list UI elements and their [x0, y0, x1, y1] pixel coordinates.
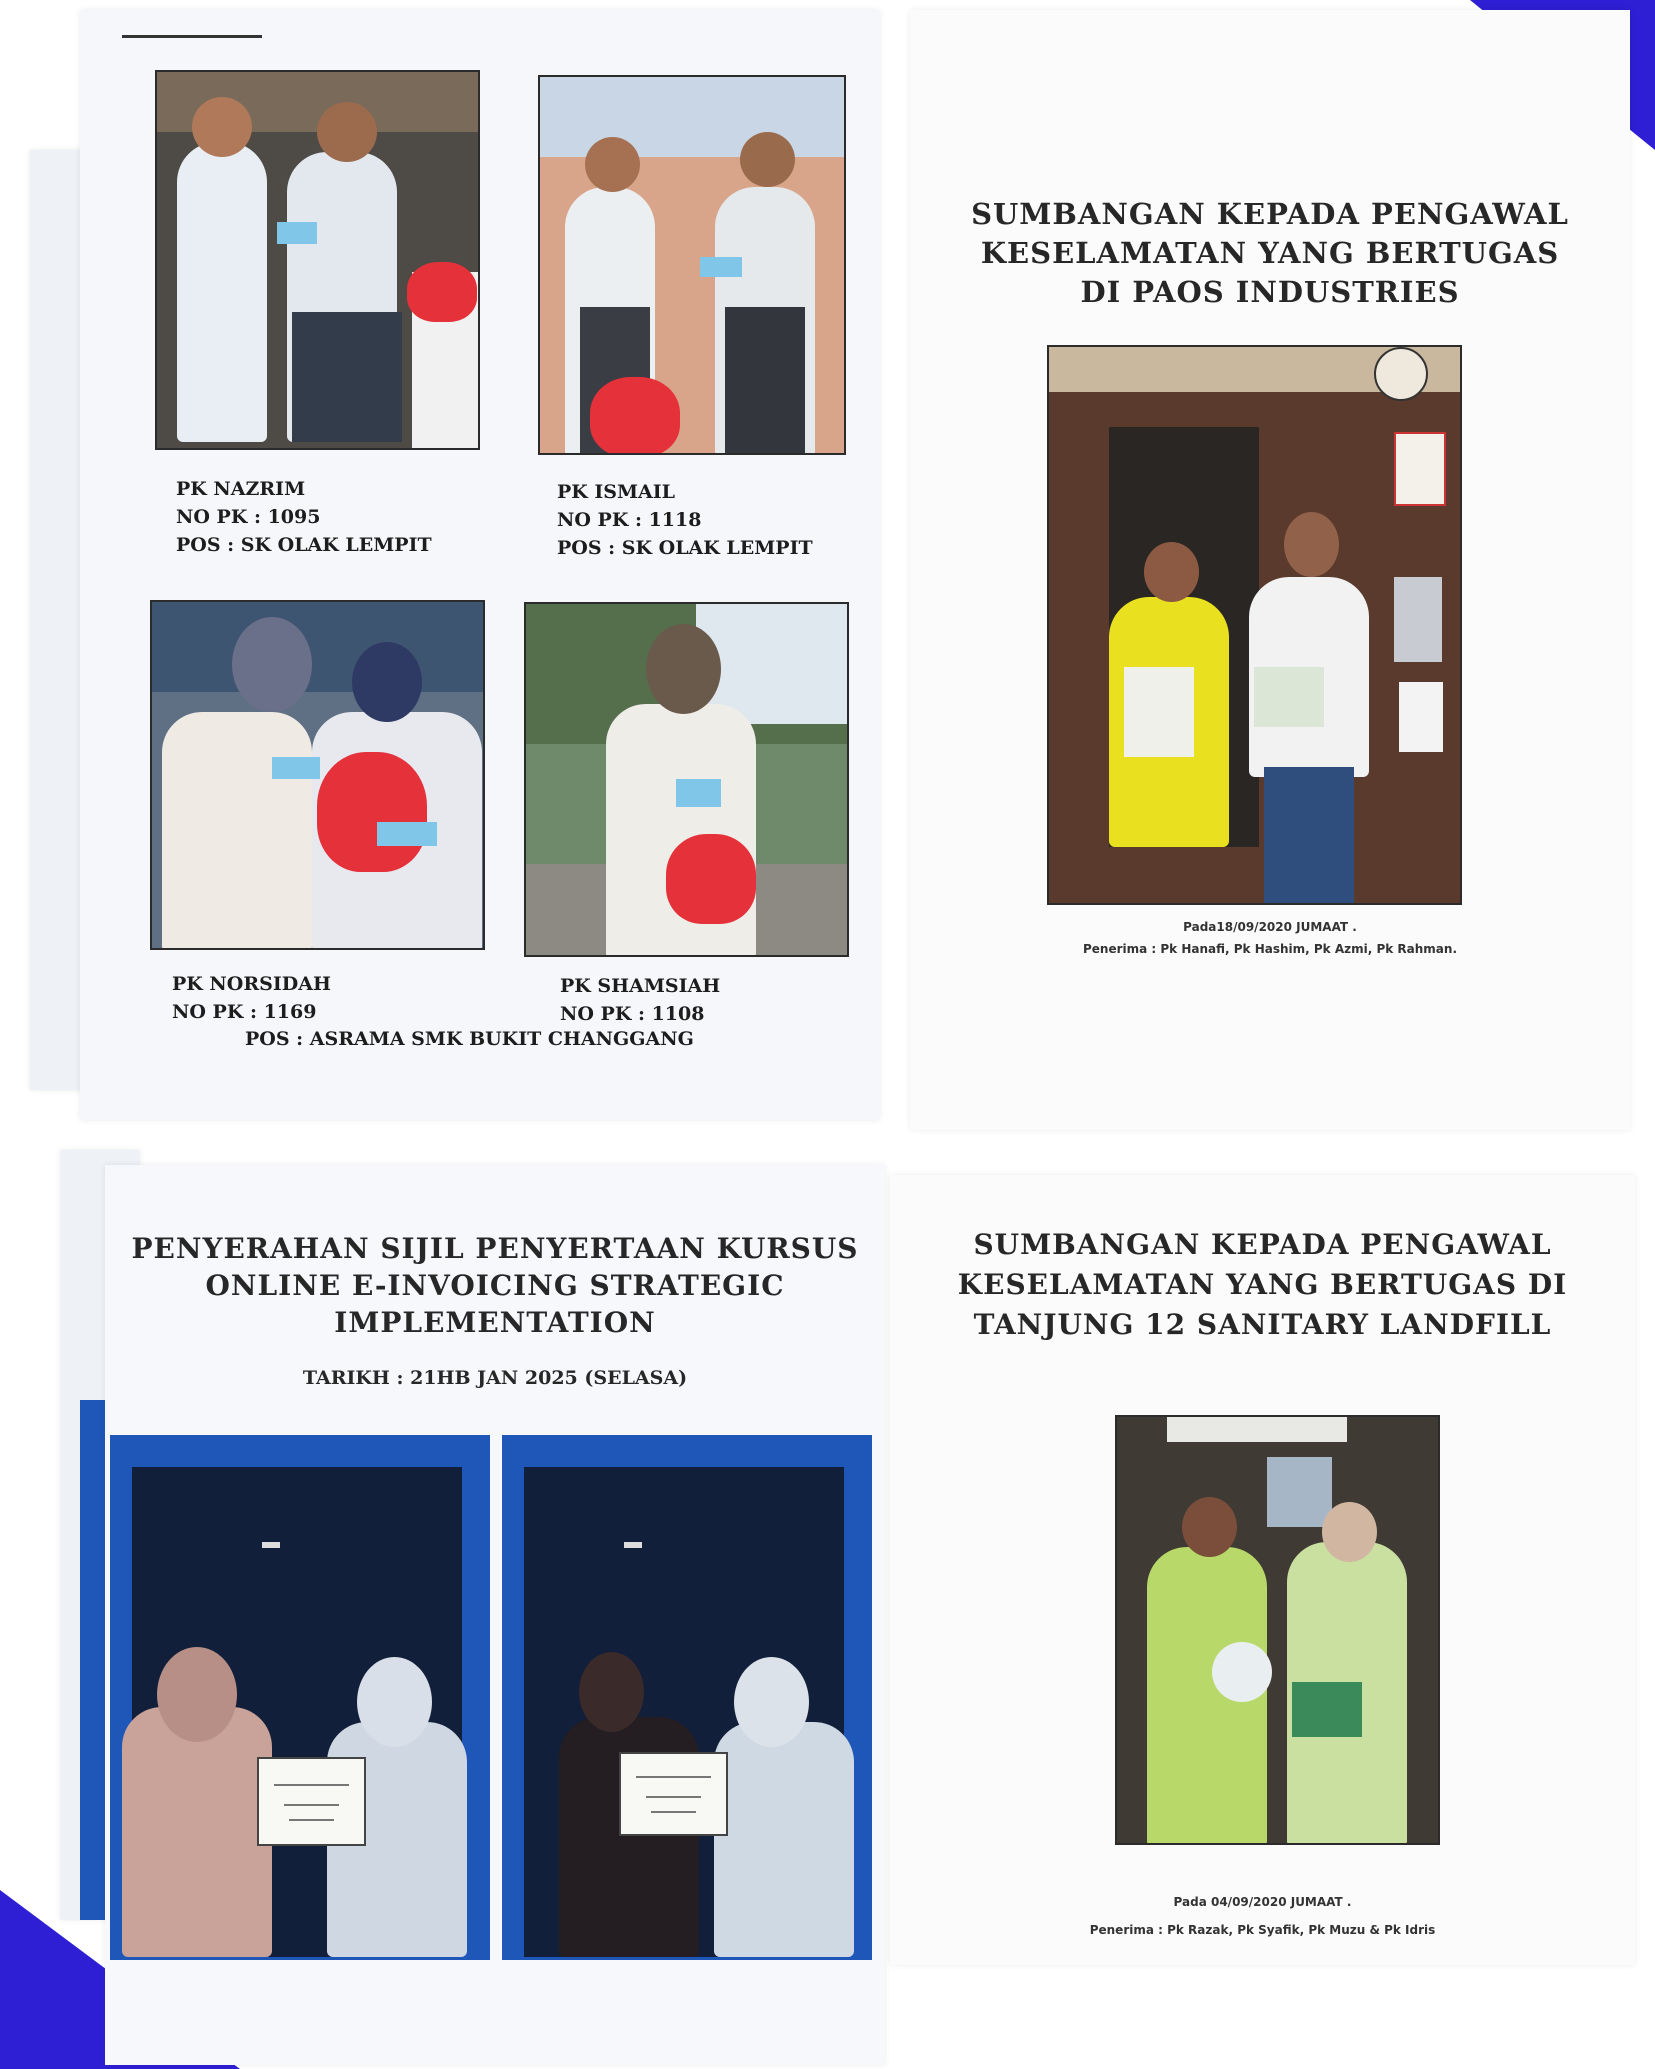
- photo-date: Pada 04/09/2020 JUMAAT .: [1173, 1895, 1352, 1909]
- person-head: [357, 1657, 432, 1747]
- person-head: [317, 102, 377, 162]
- page-title: SUMBANGAN KEPADA PENGAWAL KESELAMATAN YANG BERTUGAS DI PAOS INDUSTRIES: [971, 197, 1569, 309]
- paos-industries-page: [910, 10, 1630, 1130]
- person-hijab: [232, 617, 312, 712]
- wall-sign: [1394, 432, 1446, 506]
- recipients: Penerima : Pk Razak, Pk Syafik, Pk Muzu & Pk Idris: [1089, 1923, 1436, 1937]
- person-head: [1182, 1497, 1237, 1557]
- certificate: [619, 1752, 728, 1836]
- photo-pk-norsidah: [150, 600, 485, 950]
- envelope: [377, 822, 437, 846]
- person-head: [579, 1652, 644, 1732]
- person-head: [157, 1647, 237, 1742]
- photo-pk-ismail: [538, 75, 846, 455]
- caption-pk-ismail: [557, 478, 813, 562]
- caption-pk-shamsiah: [560, 972, 720, 1028]
- certificate-page: [105, 1165, 885, 2065]
- shared-post-caption: POS : ASRAMA SMK BUKIT CHANGGANG: [245, 1028, 694, 1050]
- person-head: [585, 137, 640, 192]
- person-hijab: [646, 624, 721, 714]
- envelope: [676, 779, 721, 807]
- wall-clock: [1374, 347, 1428, 401]
- photo-paos-guards: [1047, 345, 1462, 905]
- caption-pk-nazrim: [176, 475, 432, 559]
- page-title: PENYERAHAN SIJIL PENYERTAAN KURSUS ONLINE E-INVOICING STRATEGIC IMPLEMENTATION: [131, 1232, 859, 1339]
- person-hijab: [714, 1722, 854, 1957]
- photo-pk-shamsiah: [524, 602, 849, 957]
- caption-pk-norsidah: [172, 970, 331, 1026]
- person-head: [740, 132, 795, 187]
- guard-name: PK SHAMSIAH: [560, 975, 721, 997]
- air-conditioner: [1167, 1417, 1347, 1442]
- guard-name: PK ISMAIL: [557, 481, 676, 503]
- person-head: [734, 1657, 809, 1747]
- gift-bag: [407, 262, 477, 322]
- person-head: [192, 97, 252, 157]
- guard-name: PK NAZRIM: [176, 478, 306, 500]
- gift-bag: [666, 834, 756, 924]
- guard-post: POS : SK OLAK LEMPIT: [557, 537, 813, 559]
- person-head: [1284, 512, 1339, 577]
- guard-number: NO PK : 1118: [557, 509, 702, 531]
- rice-bag: [1212, 1642, 1272, 1702]
- top-rule: [122, 35, 262, 38]
- person: [162, 712, 312, 950]
- guard-post: POS : SK OLAK LEMPIT: [176, 534, 432, 556]
- guard-name: PK NORSIDAH: [172, 973, 331, 995]
- person-head: [1144, 542, 1199, 602]
- photo-landfill-guards: [1115, 1415, 1440, 1845]
- event-date: TARIKH : 21HB JAN 2025 (SELASA): [302, 1367, 688, 1389]
- guard-number: NO PK : 1169: [172, 1001, 317, 1023]
- gift-pack: [1292, 1682, 1362, 1737]
- person-hijab: [352, 642, 422, 722]
- guards-photo-page: [80, 10, 880, 1120]
- gift-pack: [1254, 667, 1324, 727]
- person: [177, 142, 267, 442]
- person-hijab: [122, 1707, 272, 1957]
- photo-pk-nazrim: [155, 70, 480, 450]
- guard-number: NO PK : 1095: [176, 506, 321, 528]
- envelope: [277, 222, 317, 244]
- rice-bag: [1124, 667, 1194, 757]
- photo-certificate-1: [110, 1435, 490, 1960]
- gift-bag: [317, 752, 427, 872]
- guard-number: NO PK : 1108: [560, 1003, 705, 1025]
- recipients: Penerima : Pk Hanafi, Pk Hashim, Pk Azmi, Pk Rahman.: [1082, 942, 1457, 956]
- certificate: [257, 1757, 366, 1846]
- photo-date: Pada18/09/2020 JUMAAT .: [1183, 920, 1357, 934]
- photo-certificate-2: [502, 1435, 872, 1960]
- page-title: SUMBANGAN KEPADA PENGAWAL KESELAMATAN YANG BERTUGAS DI TANJUNG 12 SANITARY LANDFILL: [957, 1228, 1568, 1341]
- tanjung-landfill-page: [890, 1175, 1635, 1965]
- envelope: [700, 257, 742, 277]
- person-head: [1322, 1502, 1377, 1562]
- gift-bag: [590, 377, 680, 455]
- envelope: [272, 757, 320, 779]
